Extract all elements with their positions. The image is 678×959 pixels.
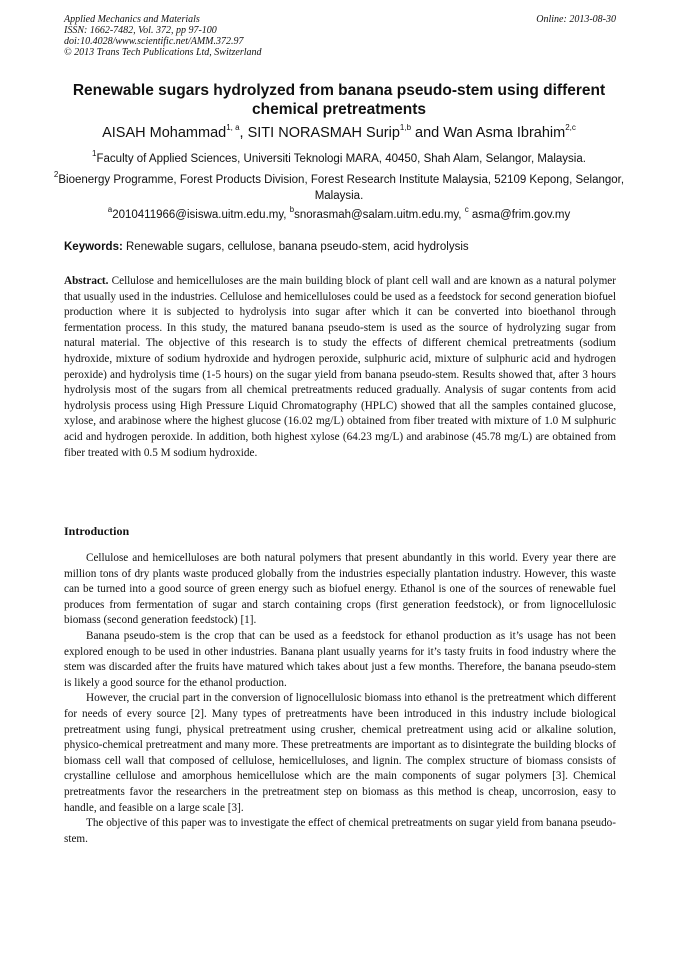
email-list — [50, 207, 628, 223]
intro-paragraph-2: Banana pseudo-stem is the crop that can be used as a feedstock for ethanol production as it’s usage has not been explored enough to be used in other industries. Banana plant usually yearns for it’s tasty fruits in food industry where the stem was discarded after the fruits have matured which takes about just a few months. Therefore, the banana pseudo-stem is likely a good source for the ethanol production. — [64, 629, 616, 689]
email-c[interactable]: asma@frim.gov.my — [468, 209, 571, 221]
affiliation-2-text: Bioenergy Programme, Forest Products Division, Forest Research Institute Malaysia, 52109 Kepong, Selangor, Malaysia. — [58, 174, 625, 202]
author-separator: and — [411, 125, 444, 141]
author-list — [40, 124, 638, 142]
introduction-body — [64, 551, 616, 847]
intro-paragraph-4: The objective of this paper was to investigate the effect of chemical pretreatments on sugar yield from banana pseudo-stem. — [64, 817, 616, 845]
affiliation-1-text: Faculty of Applied Sciences, Universiti Teknologi MARA, 40450, Shah Alam, Selangor, Malaysia. — [96, 153, 586, 165]
introduction-heading: Introduction — [64, 524, 130, 538]
author-1: AISAH Mohammad — [102, 125, 227, 141]
author-separator: , — [239, 125, 248, 141]
abstract-text: Cellulose and hemicelluloses are the main building block of plant cell wall and are known as a natural polymer that usually used in the industries. Cellulose and hemicelluloses could be used as a feedstock for second generation biofuel production where it is subjected to hydrolysis into sugar after which it can be converted into bioethanol through fermentation process. In this study, the matured banana pseudo-stem is used as the source of hydrolyzing sugar from natural material. The objective of this research is to study the effects of different chemical pretreatments (sodium hydroxide, mixture of sodium hydroxide and hydrogen peroxide, sulphuric acid, mixture of sulphuric acid and hydrogen peroxide) and hydrolysis time (1-5 hours) on the sugar yield from banana pseudo-stem. Results showed that, after 3 hours hydrolysis most of the sugars from all chemical pretreatments reduced gradually. Analysis of sugar contents from acid hydrolysis process using High Pressure Liquid Chromatography (HPLC) showed that all the samples contained glucose, xylose, and arabinose where the highest glucose (16.02 mg/L) obtained from fiber treated with mixture of 1.0 M sulphuric acid and hydrogen peroxide. In addition, both highest xylose (64.23 mg/L) and arabinose (45.78 mg/L) are obtained from fiber treated with 0.5 M sodium hydroxide. — [64, 275, 616, 459]
author-2-marker: 1,b — [399, 123, 412, 133]
keywords-text: Renewable sugars, cellulose, banana pseudo-stem, acid hydrolysis — [122, 241, 469, 253]
abstract-label: Abstract. — [64, 275, 109, 287]
email-b[interactable]: snorasmah@salam.uitm.edu.my, — [294, 209, 465, 221]
abstract — [64, 274, 616, 461]
copyright-line: © 2013 Trans Tech Publications Ltd, Switzerland — [64, 47, 262, 58]
journal-name: Applied Mechanics and Materials — [64, 14, 200, 25]
paper-title: Renewable sugars hydrolyzed from banana pseudo-stem using different chemical pretreatments — [72, 82, 606, 118]
affiliation-1-marker: 1 — [92, 149, 97, 159]
doi-line[interactable]: doi:10.4028/www.scientific.net/AMM.372.97 — [64, 36, 244, 47]
keywords-label: Keywords: — [64, 241, 123, 253]
email-c-marker: c — [464, 205, 469, 215]
email-b-marker: b — [289, 205, 295, 215]
keywords — [64, 240, 616, 255]
affiliation-1 — [50, 151, 628, 167]
author-1-marker: 1, a — [226, 123, 240, 133]
issn-line: ISSN: 1662-7482, Vol. 372, pp 97-100 — [64, 25, 217, 36]
author-3: Wan Asma Ibrahim — [443, 125, 566, 141]
affiliation-2 — [50, 172, 628, 204]
author-2: SITI NORASMAH Surip — [247, 125, 400, 141]
intro-paragraph-1: Cellulose and hemicelluloses are both natural polymers that present abundantly in this world. Every year there are million tons of dry plants waste produced globally from the industries especially plantation industry. However, this waste can be turned into a good source of green energy such as biofuel energy. Ethanol is one of the sources of renewable fuel produces from fermentation of sugar and starch containing crops (first generation feedstock), or from lignocellulosic biomass (second generation feedstock) [1]. — [64, 552, 616, 627]
intro-paragraph-3: However, the crucial part in the conversion of lignocellulosic biomass into ethanol is the pretreatment which different for needs of every source [2]. Many types of pretreatments have been introduced in this industry include biological pretreatment using fungi, physical pretreatment using crusher, chemical pretreatment using acid or alkaline solution, physico-chemical pretreatment and many more. These pretreatments are important as to disintegrate the building blocks of biomass cell wall that composed of cellulose, hemicelluloses, and lignin. The complex structure of biomass consists of crystalline cellulose and amorphous hemicellulose which are the main components of sugar polymers [3]. Chemical pretreatments favor the researchers in the pretreatment step on biomass as this method is cheap, uncorrosion, easy to handle, and feasible on a large scale [3]. — [64, 692, 616, 814]
online-date: Online: 2013-08-30 — [536, 14, 616, 25]
email-a-marker: a — [107, 205, 113, 215]
affiliation-2-marker: 2 — [53, 170, 59, 180]
author-3-marker: 2,c — [565, 123, 576, 133]
email-a[interactable]: 2010411966@isiswa.uitm.edu.my, — [112, 209, 290, 221]
journal-header — [64, 14, 616, 58]
